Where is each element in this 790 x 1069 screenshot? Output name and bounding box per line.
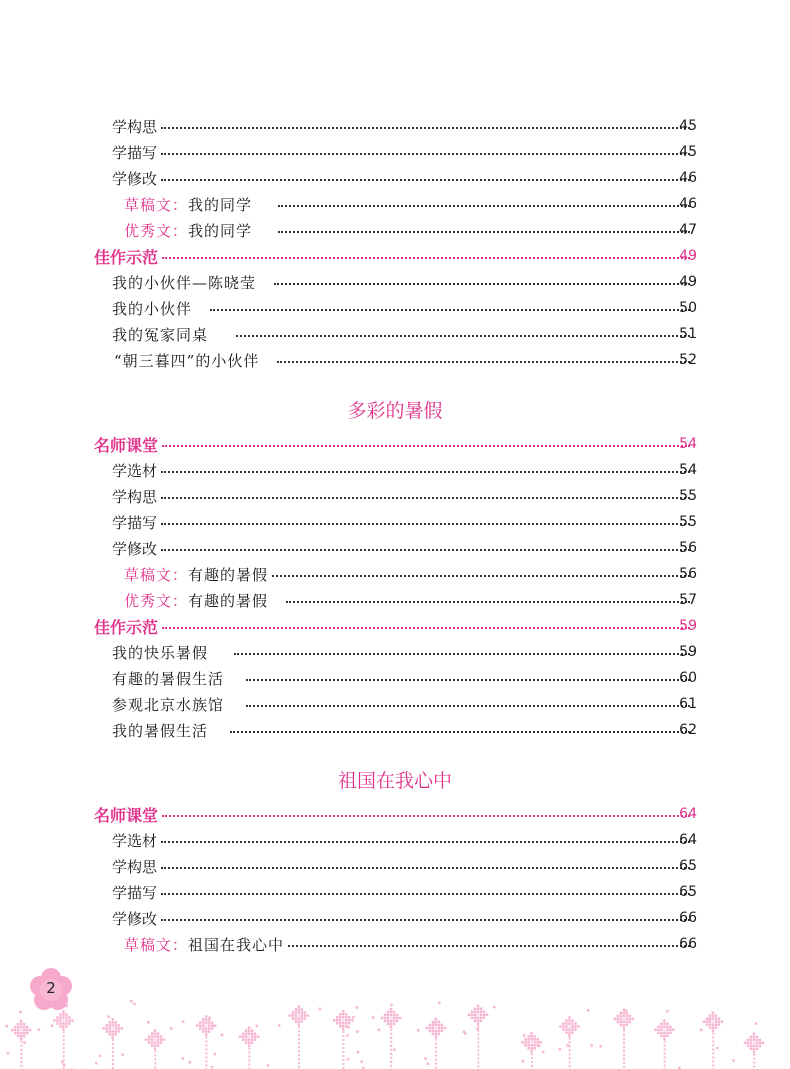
toc-entry-label: 学修改 [112, 169, 158, 188]
toc-heading[interactable] [0, 243, 790, 269]
toc-entry-label: “朝三暮四”的小伙伴 [114, 351, 260, 370]
toc-entry[interactable] [0, 165, 790, 191]
leader-dots [272, 561, 690, 577]
toc-heading-label: 名师课堂 [94, 435, 159, 455]
toc-entry[interactable] [0, 321, 790, 347]
toc-page-number: 66 [679, 936, 697, 952]
leader-dots [274, 269, 690, 285]
toc-entry-label: 我的冤家同桌 [112, 325, 209, 344]
toc-page-number: 49 [679, 274, 697, 290]
leader-dots [234, 639, 690, 655]
toc-page-number: 46 [679, 196, 697, 212]
entry-title: 有趣的暑假 [188, 565, 269, 584]
toc-page-number: 59 [679, 618, 697, 634]
leader-dots [210, 295, 690, 311]
toc-heading[interactable] [0, 801, 790, 827]
toc-entry-label: 学构思 [112, 857, 158, 876]
toc-page-number: 52 [679, 352, 697, 368]
leader-dots [278, 191, 690, 207]
toc-entry[interactable] [0, 217, 790, 243]
toc-heading[interactable] [0, 613, 790, 639]
toc-page-number: 64 [679, 806, 697, 822]
draft-prefix: 草稿文： [124, 195, 189, 214]
toc-entry-label: 学描写 [112, 143, 158, 162]
toc-entry-label [124, 194, 254, 215]
toc-entry-label [124, 934, 286, 955]
leader-dots [162, 243, 690, 259]
toc-entry[interactable] [0, 347, 790, 373]
leader-dots [162, 613, 690, 629]
toc-page-number: 45 [679, 118, 697, 134]
toc-page-number: 55 [679, 488, 697, 504]
toc-page-number: 45 [679, 144, 697, 160]
excellent-prefix: 优秀文： [124, 221, 189, 240]
toc-entry[interactable] [0, 509, 790, 535]
toc-heading-label: 名师课堂 [94, 805, 159, 825]
toc-entry[interactable] [0, 931, 790, 957]
toc-page-number: 65 [679, 858, 697, 874]
toc-page-number: 55 [679, 514, 697, 530]
leader-dots [161, 139, 690, 155]
toc-entry[interactable] [0, 295, 790, 321]
section-title: 祖国在我心中 [337, 770, 452, 792]
toc-entry[interactable] [0, 483, 790, 509]
leader-dots [162, 431, 690, 447]
toc-entry[interactable] [0, 269, 790, 295]
toc-entry[interactable] [0, 535, 790, 561]
toc-entry[interactable] [0, 139, 790, 165]
leader-dots [161, 113, 690, 129]
leader-dots [288, 931, 690, 947]
toc-entry-label [124, 220, 254, 241]
toc-page-number: 57 [679, 592, 697, 608]
excellent-prefix: 优秀文： [124, 591, 189, 610]
draft-prefix: 草稿文： [124, 565, 189, 584]
toc-entry[interactable] [0, 691, 790, 717]
toc-entry-label: 我的暑假生活 [112, 721, 209, 740]
leader-dots [161, 509, 690, 525]
toc-heading[interactable] [0, 431, 790, 457]
toc-entry[interactable] [0, 717, 790, 743]
entry-title: 有趣的暑假 [188, 591, 269, 610]
toc-entry[interactable] [0, 587, 790, 613]
toc-entry[interactable] [0, 457, 790, 483]
leader-dots [161, 905, 690, 921]
leader-dots [161, 535, 690, 551]
leader-dots [161, 483, 690, 499]
leader-dots [161, 853, 690, 869]
toc-entry[interactable] [0, 561, 790, 587]
leader-dots [161, 879, 690, 895]
toc-entry-label: 参观北京水族馆 [112, 695, 225, 714]
toc-entry-label: 学修改 [112, 909, 158, 928]
toc-entry-label: 学构思 [112, 117, 158, 136]
toc-entry-label: 我的小伙伴—陈晓莹 [112, 273, 257, 292]
toc-page-number: 54 [679, 436, 697, 452]
toc-heading-label: 佳作示范 [94, 617, 159, 637]
leader-dots [161, 165, 690, 181]
entry-title: 我的同学 [188, 221, 253, 240]
toc-page-number: 62 [679, 722, 697, 738]
toc-entry[interactable] [0, 639, 790, 665]
toc-entry-label [124, 590, 270, 611]
toc-entry[interactable] [0, 191, 790, 217]
leader-dots [286, 587, 690, 603]
entry-title: 祖国在我心中 [188, 935, 285, 954]
leader-dots [236, 321, 690, 337]
toc-page-number: 66 [679, 910, 697, 926]
leader-dots [162, 801, 690, 817]
draft-prefix: 草稿文： [124, 935, 189, 954]
leader-dots [277, 347, 690, 363]
toc-entry[interactable] [0, 905, 790, 931]
toc-entry[interactable] [0, 853, 790, 879]
page-number: 2 [46, 979, 56, 997]
toc-entry-label [124, 564, 270, 585]
toc-entry-label: 我的小伙伴 [112, 299, 193, 318]
toc-entry[interactable] [0, 879, 790, 905]
toc-entry-label: 有趣的暑假生活 [112, 669, 225, 688]
leader-dots [161, 457, 690, 473]
toc-entry-label: 学选材 [112, 461, 158, 480]
toc-page-number: 56 [679, 540, 697, 556]
toc-page-number: 61 [679, 696, 697, 712]
toc-page-number: 46 [679, 170, 697, 186]
toc-heading-label: 佳作示范 [94, 247, 159, 267]
toc-entry-label: 学修改 [112, 539, 158, 558]
toc-page-number: 51 [679, 326, 697, 342]
leader-dots [278, 217, 690, 233]
toc-page-number: 50 [679, 300, 697, 316]
toc-entry-label: 学构思 [112, 487, 158, 506]
flower-border-decoration [0, 990, 790, 1069]
toc-page-number: 54 [679, 462, 697, 478]
toc-page-number: 59 [679, 644, 697, 660]
section-title: 多彩的暑假 [347, 400, 443, 422]
leader-dots [246, 691, 690, 707]
toc-entry[interactable] [0, 665, 790, 691]
toc-entry[interactable] [0, 113, 790, 139]
toc-entry[interactable] [0, 827, 790, 853]
toc-page-number: 60 [679, 670, 697, 686]
toc-entry-label: 我的快乐暑假 [112, 643, 209, 662]
toc-page-number: 64 [679, 832, 697, 848]
toc-page-number: 47 [679, 222, 697, 238]
leader-dots [246, 665, 690, 681]
toc-entry-label: 学描写 [112, 883, 158, 902]
toc-page-number: 56 [679, 566, 697, 582]
toc-entry-label: 学选材 [112, 831, 158, 850]
leader-dots [230, 717, 690, 733]
leader-dots [161, 827, 690, 843]
toc-page-number: 65 [679, 884, 697, 900]
toc-page-number: 49 [679, 248, 697, 264]
entry-title: 我的同学 [188, 195, 253, 214]
toc-entry-label: 学描写 [112, 513, 158, 532]
